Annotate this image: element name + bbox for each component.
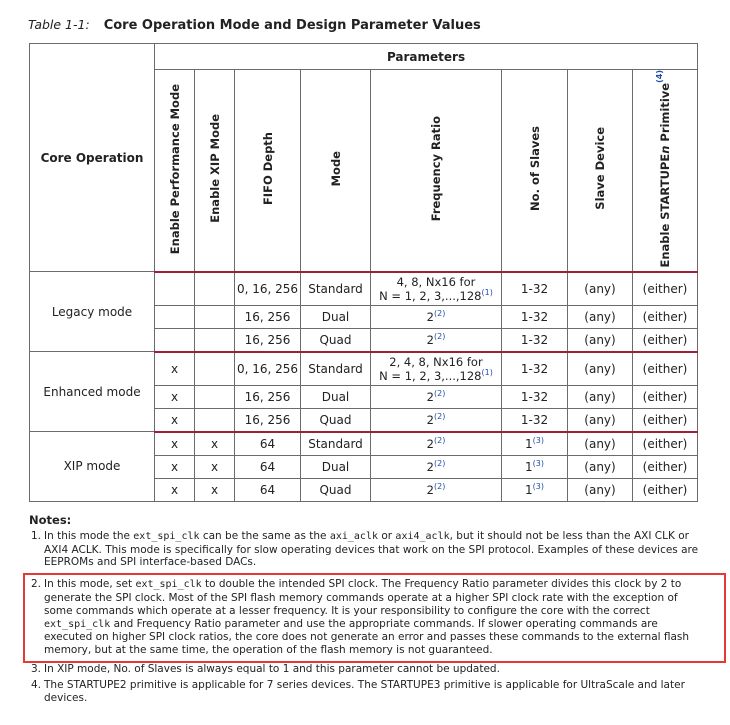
cell-perf: x (155, 385, 195, 408)
table-row (30, 432, 698, 456)
cell-xip: x (195, 455, 235, 478)
cell-freq: 2$^{(2)}$ (371, 432, 502, 456)
core-operation-legacy: Legacy mode (30, 272, 155, 352)
cell-startup: (either) (633, 385, 698, 408)
cell-mode: Dual (301, 455, 371, 478)
cell-slaves: 1$^{(3)}$ (502, 478, 568, 501)
core-operation-xip: XIP mode (30, 432, 155, 502)
cell-fifo: 16, 256 (235, 408, 301, 432)
cell-startup: (either) (633, 455, 698, 478)
cell-mode: Quad (301, 478, 371, 501)
cell-fifo: 16, 256 (235, 385, 301, 408)
cell-freq: 2$^{(2)}$ (371, 328, 502, 352)
note-1: 1. In this mode the ext_spi_clk can be the same as the axi_aclk or axi4_aclk, but it should not be less than the AXI CLK or AXI4 ACLK. This mode is specifically for slow operating devices that work on the SPI protocol. Examples of these devices are EEPROMs and SPI interface-based DACs. (31, 529, 699, 569)
cell-perf (155, 305, 195, 328)
cell-xip (195, 305, 235, 328)
cell-fifo: 64 (235, 478, 301, 501)
footnote-ref-2[interactable]: (2) (433, 481, 446, 491)
cell-perf: x (155, 352, 195, 386)
col-slave-device: Slave Device (568, 70, 633, 272)
col-frequency-ratio: Frequency Ratio (371, 70, 502, 272)
cell-slaves: 1$^{(3)}$ (502, 432, 568, 456)
cell-startup: (either) (633, 478, 698, 501)
cell-slaves: 1-32 (502, 305, 568, 328)
cell-freq: 2$^{(2)}$ (371, 305, 502, 328)
note-3: 3. In XIP mode, No. of Slaves is always equal to 1 and this parameter cannot be updated. (31, 662, 500, 675)
cell-mode: Dual (301, 385, 371, 408)
notes-section (29, 514, 709, 704)
cell-xip (195, 408, 235, 432)
cell-xip (195, 352, 235, 386)
cell-device: (any) (568, 305, 633, 328)
cell-mode: Standard (301, 272, 371, 306)
cell-fifo: 16, 256 (235, 305, 301, 328)
cell-xip (195, 385, 235, 408)
cell-perf: x (155, 478, 195, 501)
cell-slaves: 1$^{(3)}$ (502, 455, 568, 478)
cell-mode: Standard (301, 432, 371, 456)
cell-device: (any) (568, 352, 633, 386)
cell-perf: x (155, 455, 195, 478)
cell-freq: 2$^{(2)}$ (371, 455, 502, 478)
footnote-ref-1[interactable]: (1) (481, 287, 493, 297)
col-fifo-depth: FIFO Depth (235, 70, 301, 272)
cell-mode: Standard (301, 352, 371, 386)
cell-xip (195, 328, 235, 352)
cell-mode: Quad (301, 328, 371, 352)
col-mode: Mode (301, 70, 371, 272)
cell-freq: 4, 8, Nx16 for N = 1, 2, 3,...,128$^{(1)}$ (371, 272, 502, 306)
cell-slaves: 1-32 (502, 328, 568, 352)
cell-freq: 2, 4, 8, Nx16 for N = 1, 2, 3,...,128$^{(1)}$ (371, 352, 502, 386)
footnote-ref-1[interactable]: (1) (481, 367, 493, 377)
table-row (30, 352, 698, 386)
cell-perf: x (155, 432, 195, 456)
cell-device: (any) (568, 272, 633, 306)
parameter-table (29, 43, 698, 502)
cell-fifo: 0, 16, 256 (235, 352, 301, 386)
footnote-ref-2[interactable]: (2) (433, 435, 446, 445)
note-2: 2. In this mode, set ext_spi_clk to double the intended SPI clock. The Frequency Ratio parameter divides this clock by 2 to generate the SPI clock. Most of the SPI flash memory commands operate at a higher SPI clock rate with the exception of some commands which operate at a lesser frequency. It is your responsibility to configure the core with the correct ext_spi_clk and Frequency Ratio parameter and use the appropriate commands. If slower operating commands are executed on higher SPI clock ratios, the core does not generate an error and passes these commands to the external flash memory, but at the same time, the operation of the flash memory is not guaranteed. (31, 578, 690, 657)
cell-freq: 2$^{(2)}$ (371, 408, 502, 432)
footnote-ref-4[interactable]: (4) (655, 70, 665, 83)
cell-fifo: 64 (235, 455, 301, 478)
cell-xip: x (195, 432, 235, 456)
col-no-of-slaves: No. of Slaves (502, 70, 568, 272)
core-operation-enhanced: Enhanced mode (30, 352, 155, 432)
table-row (30, 272, 698, 306)
cell-perf (155, 328, 195, 352)
footnote-ref-2[interactable]: (2) (433, 388, 446, 398)
cell-fifo: 0, 16, 256 (235, 272, 301, 306)
cell-device: (any) (568, 455, 633, 478)
cell-startup: (either) (633, 432, 698, 456)
footnote-ref-2[interactable]: (2) (433, 411, 446, 421)
cell-startup: (either) (633, 408, 698, 432)
cell-slaves: 1-32 (502, 408, 568, 432)
cell-startup: (either) (633, 352, 698, 386)
cell-freq: 2$^{(2)}$ (371, 385, 502, 408)
caption-title: Core Operation Mode and Design Parameter Values (103, 18, 481, 33)
col-enable-xip-mode: Enable XIP Mode (195, 70, 235, 272)
cell-xip (195, 272, 235, 306)
cell-perf (155, 272, 195, 306)
cell-mode: Dual (301, 305, 371, 328)
note-4: 4. The STARTUPE2 primitive is applicable for 7 series devices. The STARTUPE3 primitive is applicable for UltraScale and later devices. (31, 678, 685, 704)
col-enable-performance-mode: Enable Performance Mode (155, 70, 195, 272)
cell-slaves: 1-32 (502, 385, 568, 408)
cell-device: (any) (568, 432, 633, 456)
parameters-header: Parameters (155, 44, 698, 70)
cell-freq: 2$^{(2)}$ (371, 478, 502, 501)
footnote-ref-3[interactable]: (3) (532, 435, 544, 445)
cell-xip: x (195, 478, 235, 501)
cell-startup: (either) (633, 305, 698, 328)
cell-startup: (either) (633, 272, 698, 306)
footnote-ref-3[interactable]: (3) (532, 458, 544, 468)
col-enable-startupe-primitive: Enable STARTUPEn Primitive$^{(4)}$ (633, 70, 698, 272)
cell-perf: x (155, 408, 195, 432)
cell-device: (any) (568, 478, 633, 501)
notes-title: Notes: (29, 513, 72, 527)
cell-fifo: 64 (235, 432, 301, 456)
cell-startup: (either) (633, 328, 698, 352)
cell-device: (any) (568, 328, 633, 352)
cell-device: (any) (568, 385, 633, 408)
caption-label: Table 1-1: (28, 17, 90, 32)
table-caption (28, 17, 481, 33)
cell-slaves: 1-32 (502, 272, 568, 306)
cell-mode: Quad (301, 408, 371, 432)
footnote-ref-3[interactable]: (3) (532, 481, 544, 491)
core-operation-header: Core Operation (30, 44, 155, 272)
footnote-ref-2[interactable]: (2) (433, 308, 446, 318)
cell-device: (any) (568, 408, 633, 432)
footnote-ref-2[interactable]: (2) (433, 458, 446, 468)
footnote-ref-2[interactable]: (2) (433, 331, 446, 341)
cell-slaves: 1-32 (502, 352, 568, 386)
cell-fifo: 16, 256 (235, 328, 301, 352)
